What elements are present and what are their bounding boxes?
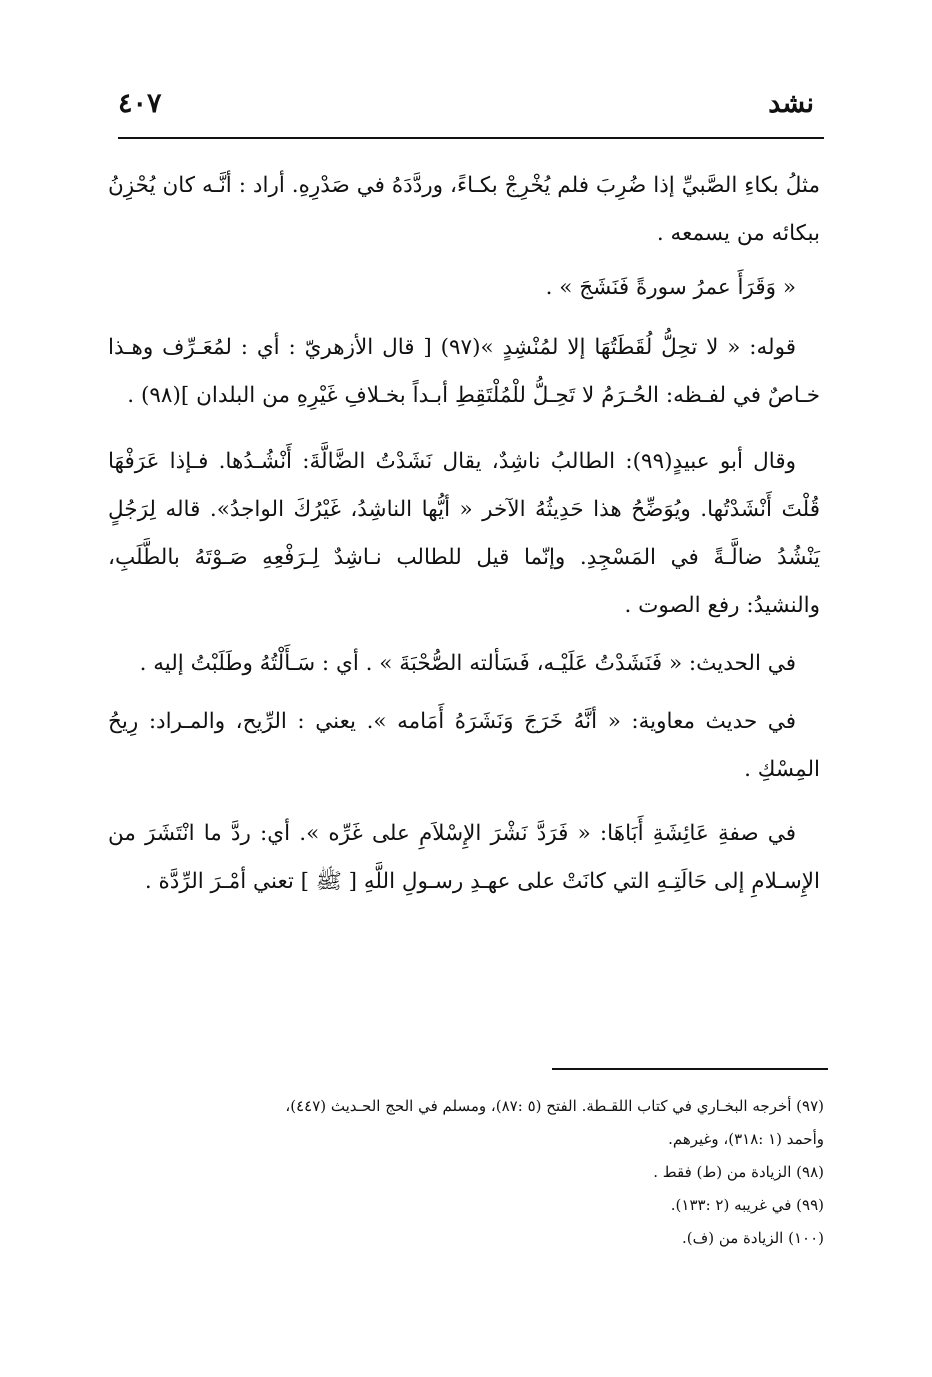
- paragraph-7: في صفةِ عَائِشَةِ أَبَاهَا: « فَرَدَّ نَشْرَ الإِسْلاَمِ على غَرِّه ». أي: ردَّ ما انْتَشَرَ من الإِسـلامِ إلى حَالَتِـهِ التي كانَتْ على عهـدِ رسـولِ اللَّهِ [ ﷺ ] تعني أمْـرَ الرِّدَّة .: [108, 821, 820, 894]
- footnote-99: (٩٩) في غريبه (٢ :١٣٣).: [670, 1196, 824, 1214]
- footnote-rule: [552, 1068, 828, 1070]
- entry-title: نشد: [768, 87, 814, 119]
- page-number: ٤٠٧: [118, 87, 162, 119]
- footnote-97-continued: وأحمد (١ :٣١٨)، وغيرهم.: [668, 1130, 824, 1148]
- footnote-100: (١٠٠) الزيادة من (ف).: [682, 1229, 824, 1247]
- running-head: [118, 80, 814, 126]
- header-rule: [118, 137, 824, 139]
- paragraph-6: في حديث معاوية: « أنَّهُ خَرَجَ وَنَشَرَهُ أَمَامه ». يعني : الرِّيح، والمـراد: رِيحُ المِسْكِ .: [108, 709, 820, 782]
- footnotes: [108, 1090, 824, 1255]
- footnote-98: (٩٨) الزيادة من (ط) فقط .: [653, 1163, 824, 1181]
- paragraph-3: قوله: « لا تحِلُّ لُقَطَتُهَا إلا لمُنْشِدٍ »(٩٧) [ قال الأزهريّ : أي : لمُعَـرِّف وهـذا خـاصٌ في لفـظه: الحُـرَمُ لا تَحِـلُّ للْمُلْتَقِطِ أبـداً بخـلافِ غَيْرِهِ من البلدان ](٩٨) .: [108, 335, 820, 408]
- footnote-97: (٩٧) أخرجه البخـاري في كتاب اللقـطة. الفتح (٥ :٨٧)، ومسلم في الحج الحـديث (٤٤٧)،: [285, 1097, 824, 1115]
- main-text: [108, 162, 820, 906]
- paragraph-4: وقال أبو عبيدٍ(٩٩): الطالبُ ناشِدٌ، يقال نَشَدْتُ الضَّالَّةَ: أَنْشُـدُها. فـإذا عَرَفْهَا قُلْتَ أَنْشَدْتُها. ويُوَضِّحُ هذا حَدِيثُهُ الآخر « أيُّها الناشِدُ، غَيْرُكَ الواجدُ». قاله لِرَجُلٍ يَنْشُدُ ضالَّـةً في المَسْجِدِ. وإنّما قيل للطالب نـاشِدٌ لِـرَفْعِهِ صَـوْتَهُ بالطَّلَبِ، والنشيدُ: رفع الصوت .: [108, 449, 820, 618]
- paragraph-1: مثلُ بكاءِ الصَّبيِّ إذا ضُرِبَ فلم يُخْرِجْ بكـاءً، وردَّدَهُ في صَدْرِهِ. أراد : أنَّـه كان يُحْزِنُ ببكائه من يسمعه .: [108, 173, 820, 246]
- paragraph-2: « وَقَرَأَ عمرُ سورةً فَنَشَجَ » .: [545, 275, 796, 300]
- paragraph-5: في الحديث: « فَنَشَدْتُ عَلَيْـه، فَسَألته الصُّحْبَةَ » . أي : سَـأَلْتُهُ وطَلَبْتُ إليه .: [139, 651, 796, 676]
